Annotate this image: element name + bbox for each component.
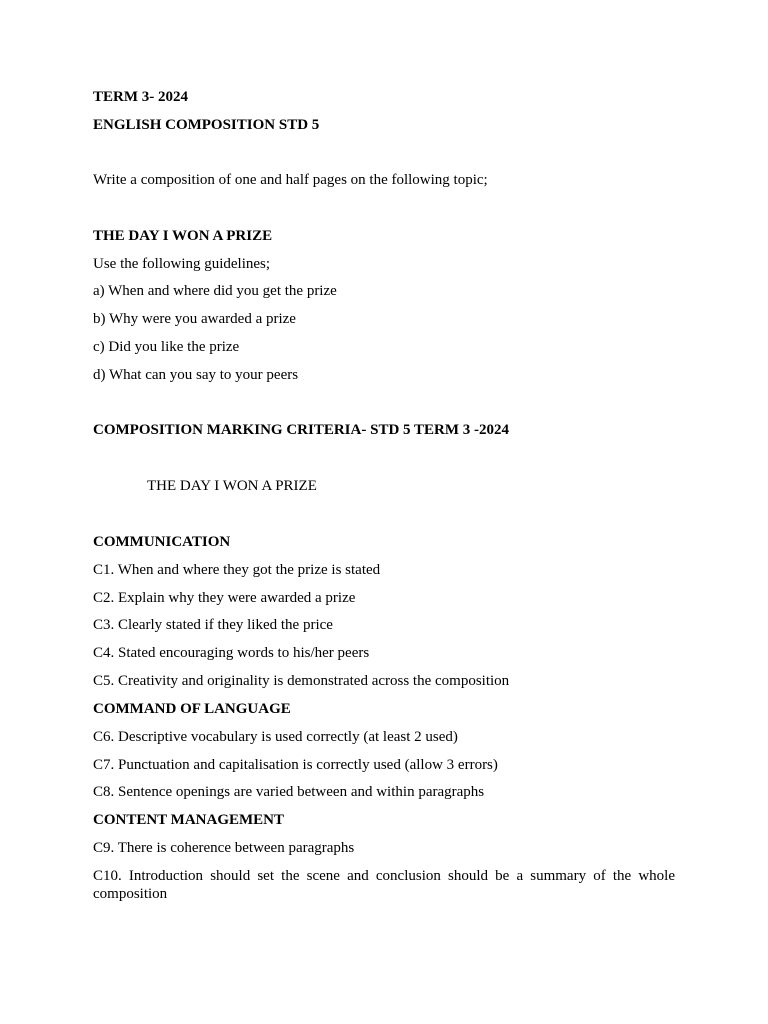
topic-title: THE DAY I WON A PRIZE: [93, 228, 273, 244]
criterion-item: C6. Descriptive vocabulary is used correctly (at least 2 used): [93, 729, 458, 745]
criterion-item: C7. Punctuation and capitalisation is correctly used (allow 3 errors): [93, 757, 498, 773]
section-heading-communication: COMMUNICATION: [93, 534, 231, 550]
guideline-item: b) Why were you awarded a prize: [93, 311, 296, 327]
criterion-item: C4. Stated encouraging words to his/her peers: [93, 645, 370, 661]
criterion-item: C5. Creativity and originality is demonstrated across the composition: [93, 673, 510, 689]
criterion-item: C3. Clearly stated if they liked the price: [93, 617, 333, 633]
criterion-item: C2. Explain why they were awarded a prize: [93, 590, 356, 606]
guideline-item: c) Did you like the prize: [93, 339, 240, 355]
criterion-item: C10. Introduction should set the scene and conclusion should be a summary of the whole composition: [93, 868, 675, 902]
guidelines-intro: Use the following guidelines;: [93, 256, 271, 272]
section-heading-content-management: CONTENT MANAGEMENT: [93, 812, 284, 828]
section-heading-command-of-language: COMMAND OF LANGUAGE: [93, 701, 291, 717]
term-heading: TERM 3- 2024: [93, 89, 188, 105]
criterion-item: C8. Sentence openings are varied between and within paragraphs: [93, 784, 485, 800]
subject-heading: ENGLISH COMPOSITION STD 5: [93, 117, 320, 133]
marking-criteria-title: COMPOSITION MARKING CRITERIA- STD 5 TERM 3 -2024: [93, 422, 510, 438]
marking-subtitle: THE DAY I WON A PRIZE: [147, 478, 317, 494]
criterion-item: C1. When and where they got the prize is stated: [93, 562, 381, 578]
criterion-item: C9. There is coherence between paragraphs: [93, 840, 355, 856]
guideline-item: d) What can you say to your peers: [93, 367, 299, 383]
instruction-text: Write a composition of one and half pages on the following topic;: [93, 172, 488, 188]
guideline-item: a) When and where did you get the prize: [93, 283, 337, 299]
